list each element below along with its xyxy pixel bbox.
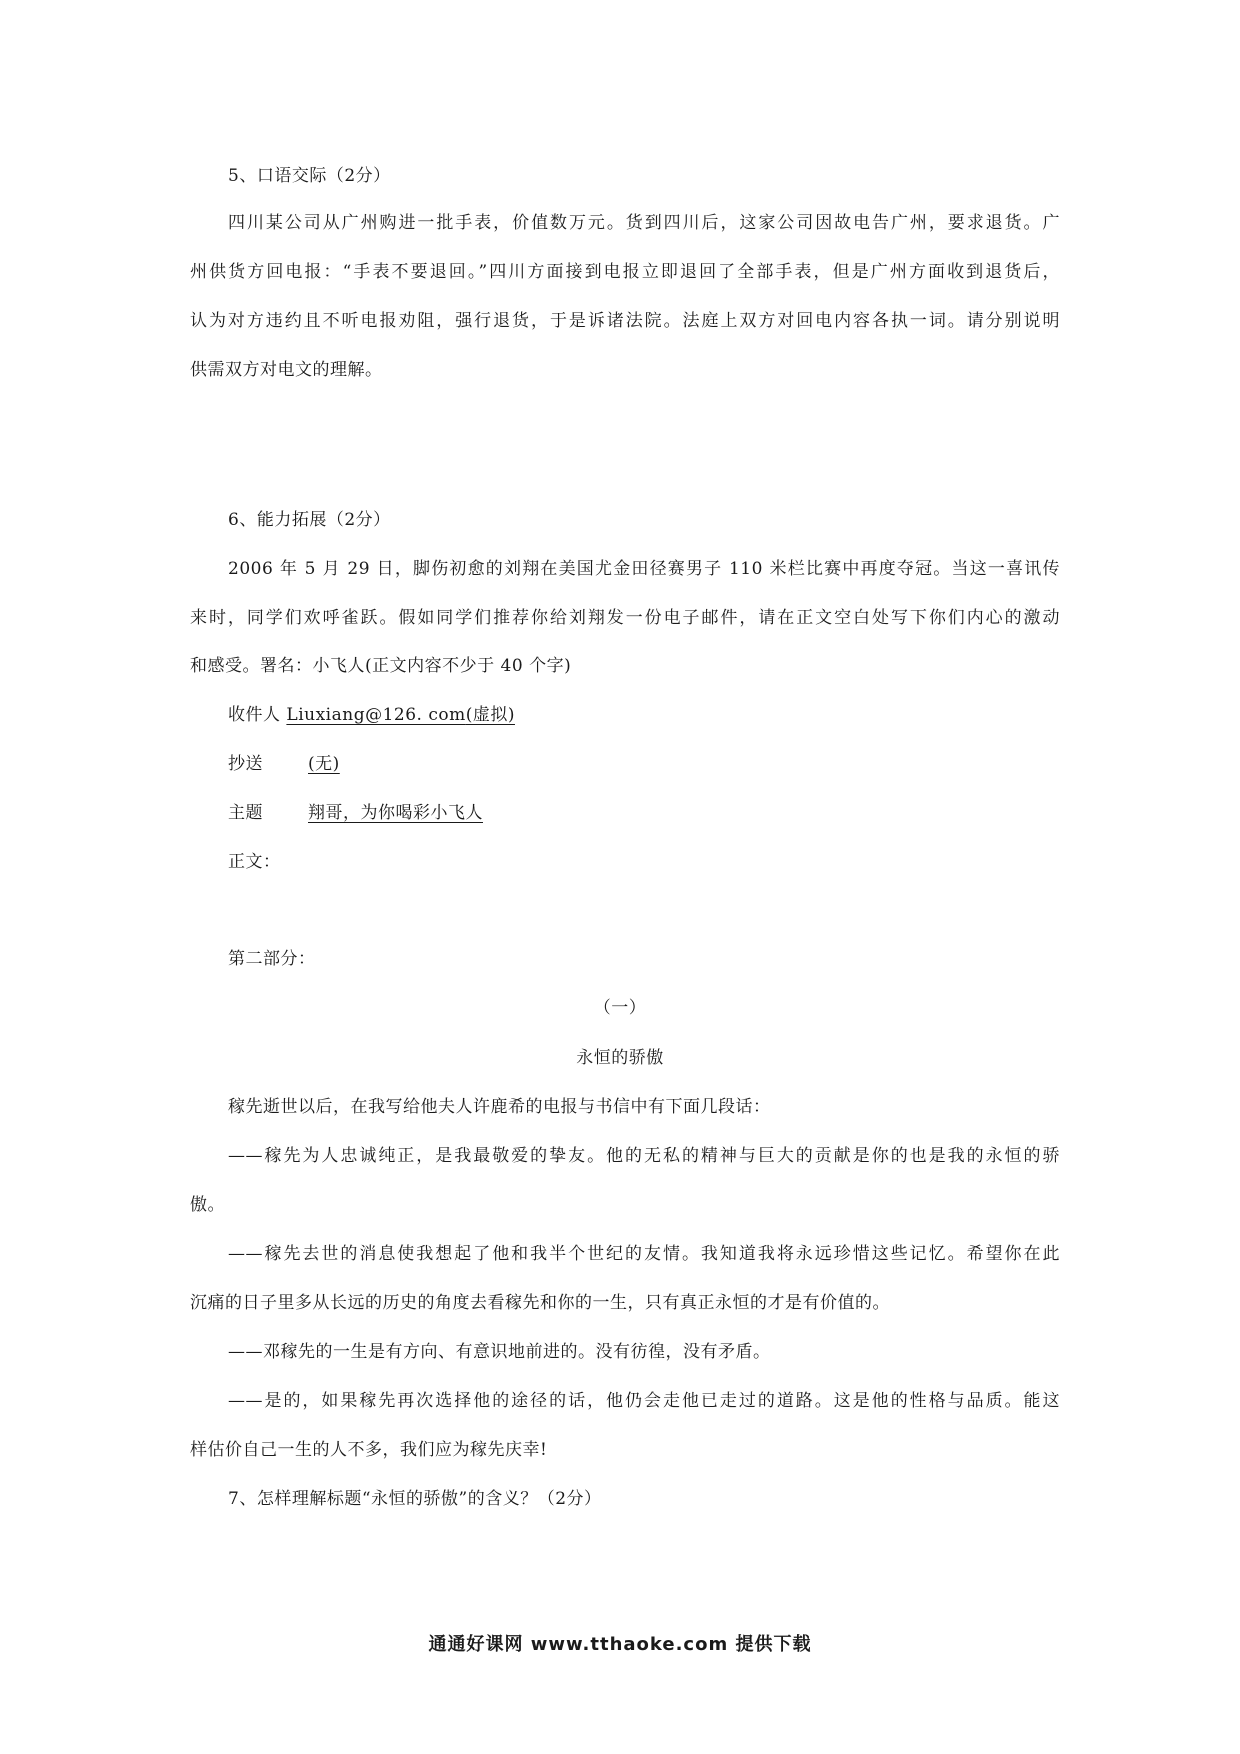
q6-heading: 6、能力拓展（2分） <box>228 510 391 530</box>
cc-value: (无) <box>308 754 340 774</box>
q6-line-3: 和感受。署名：小飞人(正文内容不少于 40 个字) <box>190 656 572 676</box>
email-cc-row <box>228 752 1098 776</box>
passage-p1-line-2: 傲。 <box>190 1195 225 1215</box>
passage-p2-line-1: ——稼先去世的消息使我想起了他和我半个世纪的友情。我知道我将永远珍惜这些记忆。希望你在此 <box>228 1244 1060 1264</box>
q5-heading: 5、口语交际（2分） <box>228 166 391 186</box>
passage-title: 永恒的骄傲 <box>576 1048 664 1068</box>
recipient-label: 收件人 <box>228 705 281 725</box>
footer-download-credit: 通通好课网 www.tthaoke.com 提供下载 <box>428 1634 812 1655</box>
cc-label: 抄送 <box>228 754 263 774</box>
part2-heading: 第二部分： <box>228 949 316 969</box>
passage-p2-line-2: 沉痛的日子里多从长远的历史的角度去看稼先和你的一生，只有真正永恒的才是有价值的。 <box>190 1293 890 1313</box>
q5-line-2: 州供货方回电报：“手表不要退回。”四川方面接到电报立即退回了全部手表，但是广州方面收到退货后， <box>190 262 1060 282</box>
subject-value: 翔哥，为你喝彩小飞人 <box>308 803 483 823</box>
q5-line-1: 四川某公司从广州购进一批手表，价值数万元。货到四川后，这家公司因故电告广州，要求退货。广 <box>228 213 1060 233</box>
recipient-value: Liuxiang@126. com <box>286 705 466 725</box>
q6-line-1: 2006 年 5 月 29 日，脚伤初愈的刘翔在美国尤金田径赛男子 110 米栏比赛中再度夺冠。当这一喜讯传 <box>228 559 1060 579</box>
passage-p4-line-1: ——是的，如果稼先再次选择他的途径的话，他仍会走他已走过的道路。这是他的性格与品质。能这 <box>228 1391 1060 1411</box>
subject-label: 主题 <box>228 803 263 823</box>
passage-p3: ——邓稼先的一生是有方向、有意识地前进的。没有彷徨，没有矛盾。 <box>228 1342 771 1362</box>
q6-line-2: 来时，同学们欢呼雀跃。假如同学们推荐你给刘翔发一份电子邮件，请在正文空白处写下你们内心的激动 <box>190 608 1060 628</box>
passage-p1-line-1: ——稼先为人忠诚纯正，是我最敬爱的挚友。他的无私的精神与巨大的贡献是你的也是我的永恒的骄 <box>228 1146 1060 1166</box>
passage-intro: 稼先逝世以后，在我写给他夫人许鹿希的电报与书信中有下面几段话： <box>228 1097 771 1117</box>
q5-line-4: 供需双方对电文的理解。 <box>190 360 383 380</box>
email-body-label: 正文： <box>228 852 281 872</box>
passage-p4-line-2: 样估价自己一生的人不多，我们应为稼先庆幸! <box>190 1440 548 1460</box>
email-subject-row <box>228 801 1098 825</box>
section-number: （一） <box>593 998 647 1018</box>
email-recipient-row <box>228 703 1098 727</box>
question-7: 7、怎样理解标题“永恒的骄傲”的含义？（2分） <box>228 1489 602 1509</box>
q5-line-3: 认为对方违约且不听电报劝阻，强行退货，于是诉诸法院。法庭上双方对回电内容各执一词。请分别说明 <box>190 311 1060 331</box>
recipient-note: (虚拟) <box>465 705 515 725</box>
